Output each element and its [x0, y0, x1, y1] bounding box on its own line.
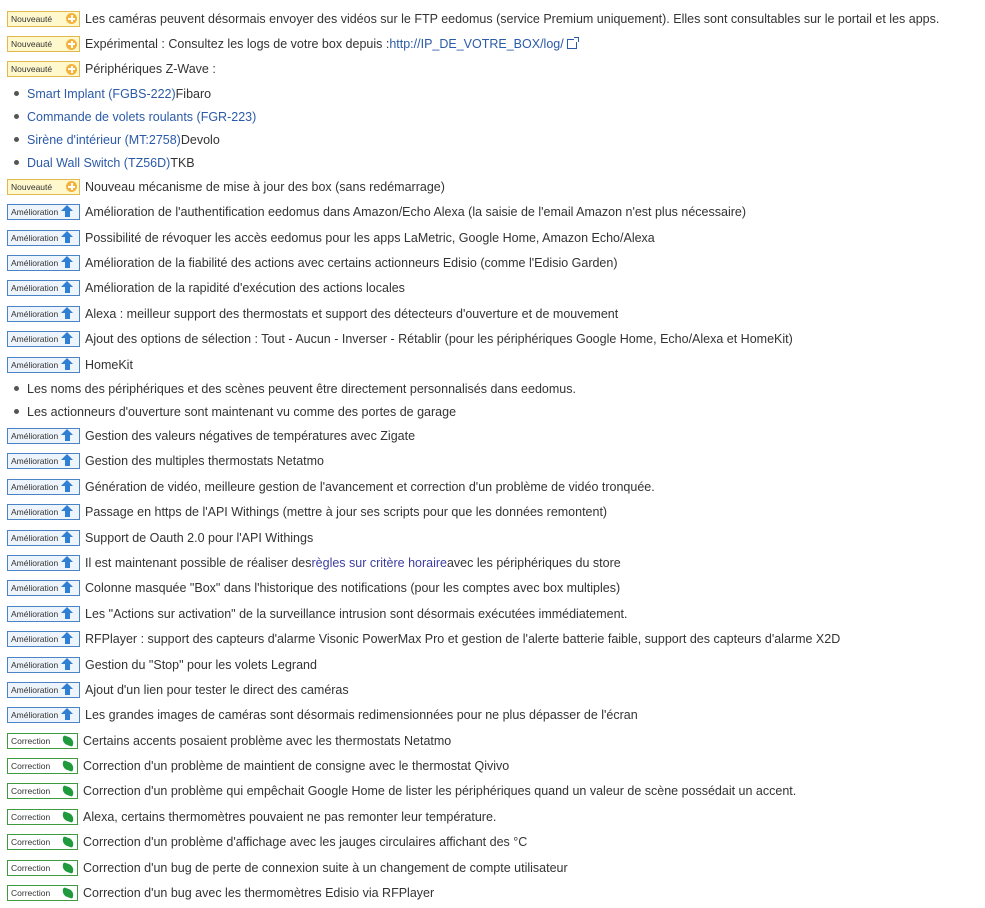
up-arrow-icon: [61, 205, 73, 211]
badge-label: Nouveauté: [11, 39, 53, 50]
up-arrow-icon: [61, 358, 73, 364]
entry-text: Colonne masquée "Box" dans l'historique des notifications (pour les comptes avec box multiples): [85, 581, 621, 596]
new-badge: [7, 36, 80, 52]
entry-text: Support de Oauth 2.0 pour l'API Withings: [85, 530, 314, 545]
improvement-badge: [7, 504, 80, 520]
improvement-badge: [7, 230, 80, 246]
changelog-entry: [7, 474, 982, 499]
up-arrow-icon: [61, 480, 73, 486]
entry-text: Correction d'un bug avec les thermomètres Edisio via RFPlayer: [83, 886, 435, 901]
improvement-badge: [7, 555, 80, 571]
device-link[interactable]: Smart Implant (FGBS-222): [27, 86, 176, 101]
changelog-entry: [7, 174, 982, 199]
improvement-badge: [7, 331, 80, 347]
improvement-badge: [7, 255, 80, 271]
changelog-entry: [7, 327, 982, 352]
changelog-entry: [7, 225, 982, 250]
list-item: [7, 82, 982, 105]
device-link[interactable]: Sirène d'intérieur (MT:2758): [27, 132, 181, 147]
changelog-entry: [7, 250, 982, 275]
improvement-badge: [7, 682, 80, 698]
entry-text: Gestion des valeurs négatives de températures avec Zigate: [85, 428, 416, 443]
improvement-badge: [7, 631, 80, 647]
badge-label: Amélioration: [11, 207, 59, 218]
bullet-dot: [14, 91, 19, 96]
badge-label: Amélioration: [11, 659, 59, 670]
badge-label: Amélioration: [11, 308, 59, 319]
entry-link[interactable]: http://IP_DE_VOTRE_BOX/log/: [389, 37, 564, 52]
list-item: [7, 105, 982, 128]
device-link[interactable]: Commande de volets roulants (FGR-223): [27, 109, 257, 124]
changelog-entry: [7, 779, 982, 804]
up-arrow-icon: [61, 332, 73, 338]
changelog-entry: [7, 880, 982, 905]
improvement-badge: [7, 453, 80, 469]
entry-text: TKB: [170, 155, 195, 170]
improvement-badge: [7, 428, 80, 444]
improvement-badge: [7, 357, 80, 373]
badge-label: Amélioration: [11, 684, 59, 695]
badge-label: Amélioration: [11, 583, 59, 594]
badge-label: Correction: [11, 786, 51, 797]
entry-text: Les "Actions sur activation" de la surveillance intrusion sont désormais exécutées immédiatement.: [85, 606, 628, 621]
entry-text: Devolo: [180, 132, 220, 147]
leaf-icon: [61, 887, 75, 899]
up-arrow-icon: [61, 556, 73, 562]
changelog-entry: [7, 855, 982, 880]
entry-text: Expérimental : Consultez les logs de votre box depuis :: [85, 37, 390, 52]
changelog-entry: [7, 352, 982, 377]
up-arrow-icon: [61, 307, 73, 313]
changelog-entry: [7, 276, 982, 301]
external-link-icon: [567, 39, 577, 49]
changelog-entry: [7, 626, 982, 651]
badge-label: Nouveauté: [11, 13, 53, 24]
entry-text: RFPlayer : support des capteurs d'alarme Visonic PowerMax Pro et gestion de l'alerte batterie faible, support des capteurs d'alarme X2D: [85, 632, 841, 647]
leaf-icon: [61, 735, 75, 747]
plus-icon: [66, 181, 77, 192]
up-arrow-icon: [61, 683, 73, 689]
changelog-entry: [7, 200, 982, 225]
entry-text: Génération de vidéo, meilleure gestion de l'avancement et correction d'un problème de vidéo tronquée.: [85, 479, 655, 494]
up-arrow-icon: [61, 607, 73, 613]
entry-text: Ajout des options de sélection : Tout - Aucun - Inverser - Rétablir (pour les périphériques Google Home, Echo/Alexa et HomeKit): [85, 332, 793, 347]
changelog-entry: [7, 601, 982, 626]
up-arrow-icon: [61, 231, 73, 237]
changelog-entry: [7, 677, 982, 702]
badge-label: Amélioration: [11, 232, 59, 243]
changelog-entry: [7, 652, 982, 677]
badge-label: Amélioration: [11, 334, 59, 345]
changelog-entry: [7, 499, 982, 524]
changelog-entry: [7, 804, 982, 829]
entry-text: Correction d'un bug de perte de connexion suite à un changement de compte utilisateur: [83, 860, 568, 875]
improvement-badge: [7, 204, 80, 220]
entry-text: Alexa : meilleur support des thermostats et support des détecteurs d'ouverture et de mouvement: [85, 306, 619, 321]
badge-label: Amélioration: [11, 481, 59, 492]
badge-label: Nouveauté: [11, 181, 53, 192]
badge-label: Amélioration: [11, 634, 59, 645]
badge-label: Correction: [11, 761, 51, 772]
list-item: [7, 151, 982, 174]
entry-text: Certains accents posaient problème avec les thermostats Netatmo: [83, 733, 452, 748]
new-badge: [7, 61, 80, 77]
entry-text: Les actionneurs d'ouverture sont maintenant vu comme des portes de garage: [27, 404, 457, 419]
changelog-entry: [7, 6, 982, 31]
improvement-badge: [7, 306, 80, 322]
plus-icon: [66, 13, 77, 24]
badge-label: Nouveauté: [11, 64, 53, 75]
fix-badge: [7, 885, 78, 901]
entry-text: Nouveau mécanisme de mise à jour des box (sans redémarrage): [85, 179, 445, 194]
entry-link[interactable]: règles sur critère horaire: [311, 555, 447, 570]
entry-text: Correction d'un problème qui empêchait Google Home de lister les périphériques quand un valeur de scène possédait un accent.: [83, 784, 797, 799]
fix-badge: [7, 809, 78, 825]
entry-text: Fibaro: [175, 86, 212, 101]
new-badge: [7, 11, 80, 27]
plus-icon: [66, 39, 77, 50]
entry-text: Les grandes images de caméras sont désormais redimensionnées pour ne plus dépasser de l'écran: [85, 708, 638, 723]
leaf-icon: [61, 836, 75, 848]
fix-badge: [7, 733, 78, 749]
entry-text: avec les périphériques du store: [446, 555, 621, 570]
badge-label: Amélioration: [11, 608, 59, 619]
changelog-entry: [7, 423, 982, 448]
entry-text: Ajout d'un lien pour tester le direct des caméras: [85, 682, 349, 697]
changelog-entry: [7, 703, 982, 728]
badge-label: Correction: [11, 735, 51, 746]
entry-text: Amélioration de la fiabilité des actions avec certains actionneurs Edisio (comme l'Edisio Garden): [85, 256, 618, 271]
badge-label: Amélioration: [11, 258, 59, 269]
improvement-badge: [7, 479, 80, 495]
bullet-dot: [14, 386, 19, 391]
improvement-badge: [7, 530, 80, 546]
entry-text: Gestion du "Stop" pour les volets Legrand: [85, 657, 317, 672]
entry-text: Périphériques Z-Wave :: [85, 62, 216, 77]
badge-label: Amélioration: [11, 430, 59, 441]
leaf-icon: [61, 760, 75, 772]
improvement-badge: [7, 280, 80, 296]
list-item: [7, 400, 982, 423]
changelog-entry: [7, 525, 982, 550]
entry-text: Passage en https de l'API Withings (mettre à jour ses scripts pour que les données remontent): [85, 505, 608, 520]
badge-label: Amélioration: [11, 283, 59, 294]
badge-label: Amélioration: [11, 710, 59, 721]
up-arrow-icon: [61, 505, 73, 511]
up-arrow-icon: [61, 658, 73, 664]
changelog-entry: [7, 31, 982, 56]
badge-label: Correction: [11, 811, 51, 822]
up-arrow-icon: [61, 429, 73, 435]
badge-label: Amélioration: [11, 507, 59, 518]
list-item: [7, 377, 982, 400]
changelog-entry: [7, 576, 982, 601]
up-arrow-icon: [61, 708, 73, 714]
fix-badge: [7, 758, 78, 774]
changelog-entry: [7, 57, 982, 82]
entry-text: Alexa, certains thermomètres pouvaient ne pas remonter leur température.: [83, 809, 497, 824]
up-arrow-icon: [61, 454, 73, 460]
up-arrow-icon: [61, 256, 73, 262]
up-arrow-icon: [61, 632, 73, 638]
bullet-dot: [14, 160, 19, 165]
leaf-icon: [61, 862, 75, 874]
fix-badge: [7, 783, 78, 799]
entry-text: Les noms des périphériques et des scènes peuvent être directement personnalisés dans eedomus.: [27, 381, 576, 396]
improvement-badge: [7, 707, 80, 723]
changelog-entry: [7, 830, 982, 855]
entry-text: Gestion des multiples thermostats Netatmo: [85, 454, 324, 469]
leaf-icon: [61, 786, 75, 798]
badge-label: Correction: [11, 862, 51, 873]
badge-label: Amélioration: [11, 557, 59, 568]
badge-label: Correction: [11, 837, 51, 848]
badge-label: Amélioration: [11, 359, 59, 370]
plus-icon: [66, 64, 77, 75]
bullet-dot: [14, 114, 19, 119]
entry-text: Amélioration de la rapidité d'exécution des actions locales: [85, 281, 405, 296]
fix-badge: [7, 834, 78, 850]
entry-text: HomeKit: [85, 357, 133, 372]
entry-text: Amélioration de l'authentification eedomus dans Amazon/Echo Alexa (la saisie de l'email Amazon n'est plus nécessaire): [85, 205, 746, 220]
bullet-dot: [14, 137, 19, 142]
entry-text: Correction d'un problème d'affichage avec les jauges circulaires affichant des °C: [83, 835, 528, 850]
device-link[interactable]: Dual Wall Switch (TZ56D): [27, 155, 171, 170]
improvement-badge: [7, 580, 80, 596]
entry-text: Correction d'un problème de maintient de consigne avec le thermostat Qivivo: [83, 759, 510, 774]
up-arrow-icon: [61, 581, 73, 587]
badge-label: Amélioration: [11, 532, 59, 543]
entry-text: Il est maintenant possible de réaliser des: [85, 555, 312, 570]
entry-text: Possibilité de révoquer les accès eedomus pour les apps LaMetric, Google Home, Amazon Echo/Alexa: [85, 230, 655, 245]
improvement-badge: [7, 657, 80, 673]
changelog-entry: [7, 753, 982, 778]
new-badge: [7, 179, 80, 195]
up-arrow-icon: [61, 281, 73, 287]
up-arrow-icon: [61, 531, 73, 537]
bullet-dot: [14, 409, 19, 414]
changelog-entry: [7, 449, 982, 474]
list-item: [7, 128, 982, 151]
changelog-entry: [7, 301, 982, 326]
entry-text: Les caméras peuvent désormais envoyer des vidéos sur le FTP eedomus (service Premium uniquement). Elles sont consultables sur le portail et les apps.: [85, 11, 940, 26]
fix-badge: [7, 860, 78, 876]
leaf-icon: [61, 811, 75, 823]
changelog-entry: [7, 728, 982, 753]
badge-label: Amélioration: [11, 456, 59, 467]
badge-label: Correction: [11, 888, 51, 899]
improvement-badge: [7, 606, 80, 622]
release-notes-list: [7, 6, 982, 906]
changelog-entry: [7, 550, 982, 575]
